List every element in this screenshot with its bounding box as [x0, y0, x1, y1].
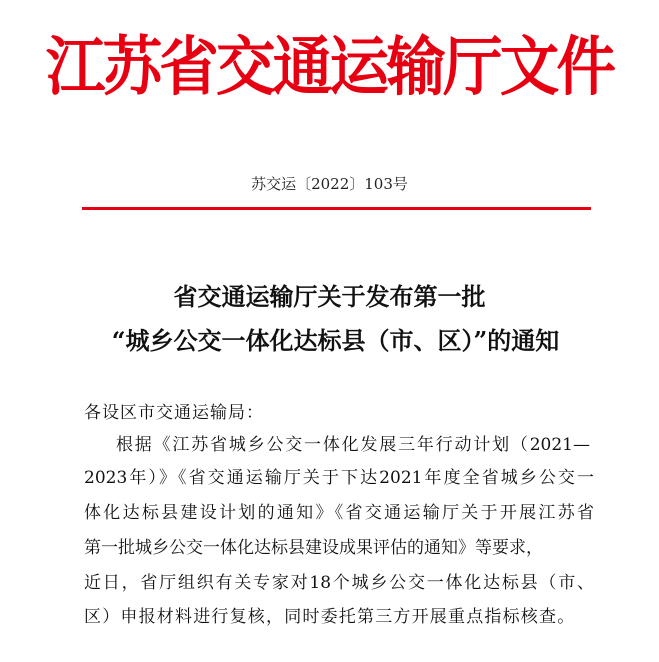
salutation: 各设区市交通运输局：	[84, 403, 264, 423]
body-text-line: 根据《江苏省城乡公交一体化发展三年行动计划（2021—	[116, 435, 590, 455]
body-text-line: 近日，省厅组织有关专家对18个城乡公交一体化达标县（市、	[84, 573, 594, 593]
body-text-line: 2023年）》《省交通运输厅关于下达2021年度全省城乡公交一	[84, 468, 594, 488]
masthead-title: 江苏省交通运输厅文件	[45, 30, 614, 105]
notice-title-line-2: “城乡公交一体化达标县（市、区）”的通知	[111, 326, 560, 355]
body-text-line: 体化达标县建设计划的通知》《省交通运输厅关于开展江苏省	[84, 503, 594, 523]
body-text-line: 区）申报材料进行复核，同时委托第三方开展重点指标核查。	[84, 607, 576, 627]
body-text-line: 第一批城乡公交一体化达标县建设成果评估的通知》等要求，	[84, 538, 543, 558]
red-divider-line	[82, 207, 591, 210]
document-number: 苏交运〔2022〕103号	[251, 175, 408, 193]
notice-title-line-1: 省交通运输厅关于发布第一批	[173, 282, 486, 311]
